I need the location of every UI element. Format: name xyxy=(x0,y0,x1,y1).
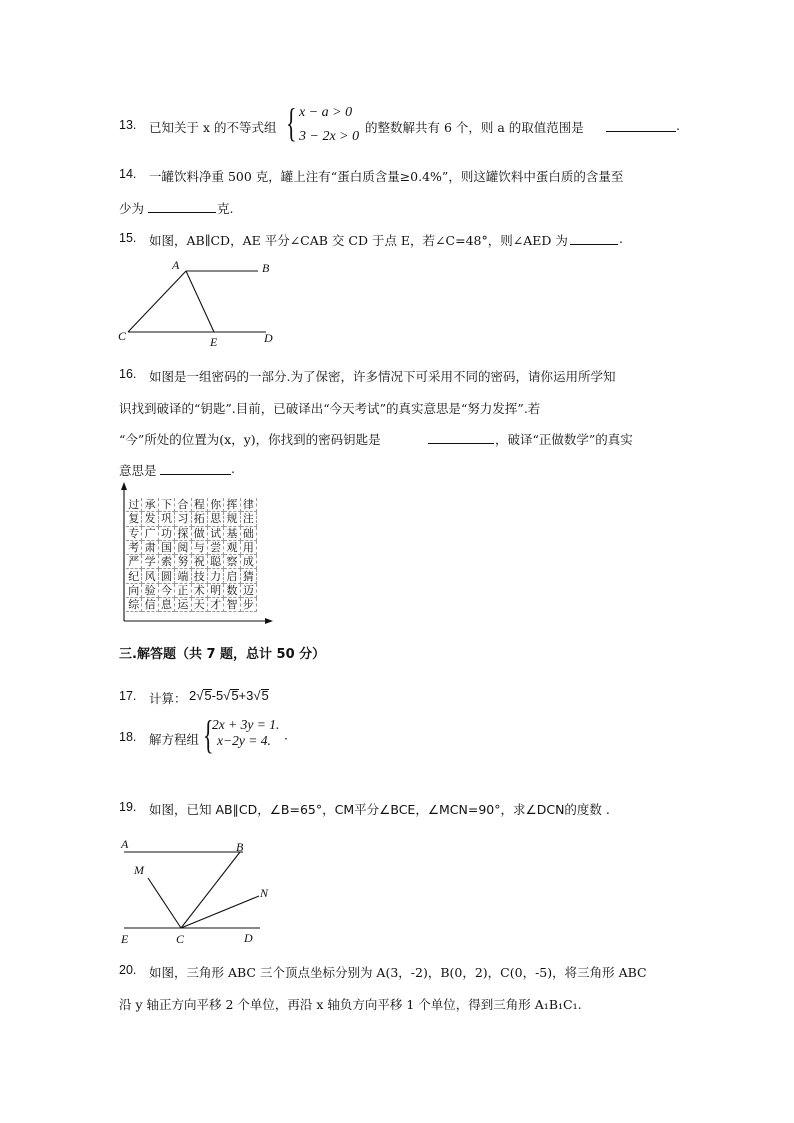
q20-line2: 沿 y 轴正方向平移 2 个单位，再沿 x 轴负方向平移 1 个单位，得到三角形 A₁B₁C₁. xyxy=(119,997,582,1012)
q17-coef-1: 2 xyxy=(189,688,197,703)
q19-label-c: C xyxy=(176,932,185,946)
cipher-cell: 运 xyxy=(175,598,191,612)
q16-number: 16. xyxy=(119,367,137,381)
cipher-cell: 观 xyxy=(224,540,240,554)
q15-label-b: B xyxy=(262,261,270,275)
q15-text: 如图，AB∥CD，AE 平分∠CAB 交 CD 于点 E，若∠C=48°，则∠AED 为 xyxy=(149,233,568,248)
q17-number: 17. xyxy=(119,689,137,703)
q13-number: 13. xyxy=(119,118,137,132)
cipher-cell: 聪 xyxy=(207,555,223,569)
cipher-row xyxy=(126,512,257,526)
q15-label-e: E xyxy=(210,335,218,348)
cipher-cell: 学 xyxy=(142,555,158,569)
q16-line4-pre: 意思是 xyxy=(119,463,157,478)
cipher-cell: 广 xyxy=(142,526,158,540)
q17-radicand-3: 5 xyxy=(261,688,269,703)
cipher-cell: 阅 xyxy=(175,540,191,554)
cipher-cell: 复 xyxy=(126,512,142,526)
cipher-cell: 探 xyxy=(175,526,191,540)
q14-answer-blank[interactable] xyxy=(148,200,216,213)
cipher-cell: 综 xyxy=(126,598,142,612)
cipher-cell: 尝 xyxy=(207,540,223,554)
cipher-cell: 你 xyxy=(207,498,223,512)
q19-text: 如图，已知 AB∥CD，∠B=65°，CM平分∠BCE，∠MCN=90°，求∠DCN的度数 . xyxy=(149,802,610,817)
cipher-cell: 纪 xyxy=(126,569,142,583)
cipher-cell: 严 xyxy=(126,555,142,569)
cipher-cell: 今 xyxy=(158,583,174,597)
cipher-cell: 规 xyxy=(224,512,240,526)
q18-brace: { xyxy=(203,712,214,757)
cipher-cell: 专 xyxy=(126,526,142,540)
cipher-cell: 过 xyxy=(126,498,142,512)
cipher-cell: 拓 xyxy=(191,512,207,526)
cipher-cell: 做 xyxy=(191,526,207,540)
q17-radicand-2: 5 xyxy=(231,688,239,703)
cipher-cell: 基 xyxy=(224,526,240,540)
cipher-cell: 习 xyxy=(175,512,191,526)
q16-x-arrow xyxy=(265,618,273,624)
cipher-row xyxy=(126,498,257,512)
cipher-cell: 迈 xyxy=(240,583,256,597)
q15-label-c: C xyxy=(118,329,127,343)
cipher-row xyxy=(126,569,257,583)
q14-line2-pre: 少为 xyxy=(119,201,145,216)
q14-line2-post: 克. xyxy=(217,201,234,216)
q17-label: 计算： xyxy=(149,691,187,706)
cipher-cell: 挥 xyxy=(224,498,240,512)
cipher-cell: 索 xyxy=(158,555,174,569)
cipher-row xyxy=(126,583,257,597)
q16-key-blank[interactable] xyxy=(428,431,494,444)
cipher-cell: 智 xyxy=(224,598,240,612)
cipher-cell: 步 xyxy=(240,598,256,612)
q15-line-ae xyxy=(186,271,214,332)
q20-number: 20. xyxy=(119,963,137,977)
cipher-cell: 合 xyxy=(175,498,191,512)
q16-cipher-grid xyxy=(126,498,257,612)
q16-line1: 如图是一组密码的一部分.为了保密，许多情况下可采用不同的密码，请你运用所学知 xyxy=(149,369,616,384)
q13-inequality-1: x − a > 0 xyxy=(299,105,353,120)
cipher-cell: 巩 xyxy=(158,512,174,526)
q13-answer-blank[interactable] xyxy=(606,119,676,132)
q18-end: · xyxy=(284,731,288,746)
q19-line-cn xyxy=(181,896,259,928)
q14-line1: 一罐饮料净重 500 克，罐上注有“蛋白质含量≥0.4%”，则这罐饮料中蛋白质的含量至 xyxy=(149,169,624,184)
q16-meaning-blank[interactable] xyxy=(160,462,231,475)
q13-text-post: 的整数解共有 6 个，则 a 的取值范围是 xyxy=(365,120,584,135)
q15-label-a: A xyxy=(172,258,180,272)
cipher-cell: 努 xyxy=(175,555,191,569)
q19-label-b: B xyxy=(236,840,244,854)
q18-equation-1: 2x + 3y = 1. xyxy=(212,717,280,732)
cipher-cell: 承 xyxy=(142,498,158,512)
q16-line4-post: . xyxy=(231,461,235,476)
cipher-cell: 猜 xyxy=(240,569,256,583)
q19-label-a: A xyxy=(121,837,129,851)
cipher-cell: 发 xyxy=(142,512,158,526)
q19-line-cb xyxy=(181,852,240,928)
q17-radicand-1: 5 xyxy=(204,688,212,703)
q13-inequality-2: 3 − 2x > 0 xyxy=(299,129,360,144)
q18-number: 18. xyxy=(119,730,137,744)
cipher-cell: 息 xyxy=(158,598,174,612)
cipher-cell: 程 xyxy=(191,498,207,512)
q18-equation-2: x−2y = 4. xyxy=(217,733,271,748)
cipher-cell: 试 xyxy=(207,526,223,540)
q19-figure xyxy=(115,834,275,948)
q16-y-arrow xyxy=(121,482,127,490)
q15-answer-blank[interactable] xyxy=(570,232,618,245)
q16-line3-post: ，破译“正做数学”的真实 xyxy=(495,432,633,447)
cipher-cell: 向 xyxy=(126,583,142,597)
cipher-cell: 端 xyxy=(175,569,191,583)
cipher-cell: 下 xyxy=(158,498,174,512)
cipher-row xyxy=(126,598,257,612)
q15-number: 15. xyxy=(119,231,137,245)
q16-line2: 识找到破译的“钥匙”.目前，已破译出“今天考试”的真实意思是“努力发挥”.若 xyxy=(119,401,541,416)
q17-coef-3: +3 xyxy=(238,688,254,703)
q15-figure xyxy=(118,256,288,348)
q18-label: 解方程组 xyxy=(149,732,200,747)
q13-text-pre: 已知关于 x 的不等式组 xyxy=(149,120,277,135)
q17-expression: 2√5-5√5+3√5 xyxy=(189,688,269,703)
q15-end: . xyxy=(619,231,623,246)
cipher-cell: 础 xyxy=(240,526,256,540)
cipher-row xyxy=(126,555,257,569)
cipher-cell: 察 xyxy=(224,555,240,569)
cipher-cell: 技 xyxy=(191,569,207,583)
q15-label-d: D xyxy=(264,331,273,345)
cipher-cell: 启 xyxy=(224,569,240,583)
cipher-cell: 术 xyxy=(191,583,207,597)
q19-line-cm xyxy=(148,878,181,928)
cipher-cell: 天 xyxy=(191,598,207,612)
cipher-cell: 力 xyxy=(207,569,223,583)
q17-coef-2: -5 xyxy=(211,688,224,703)
cipher-cell: 验 xyxy=(142,583,158,597)
q19-number: 19. xyxy=(119,800,137,814)
q16-line3-pre: “今”所处的位置为(x，y)，你找到的密码钥匙是 xyxy=(119,432,381,447)
cipher-cell: 祝 xyxy=(191,555,207,569)
cipher-cell: 明 xyxy=(207,583,223,597)
cipher-cell: 肃 xyxy=(142,540,158,554)
cipher-cell: 用 xyxy=(240,540,256,554)
q19-label-d: D xyxy=(244,931,253,945)
q13-brace: { xyxy=(286,100,297,145)
cipher-row xyxy=(126,526,257,540)
cipher-cell: 与 xyxy=(191,540,207,554)
cipher-cell: 功 xyxy=(158,526,174,540)
cipher-cell: 考 xyxy=(126,540,142,554)
cipher-row xyxy=(126,540,257,554)
q14-number: 14. xyxy=(119,167,137,181)
cipher-cell: 注 xyxy=(240,512,256,526)
cipher-cell: 数 xyxy=(224,583,240,597)
q15-line-ac xyxy=(128,271,186,332)
cipher-cell: 信 xyxy=(142,598,158,612)
cipher-cell: 正 xyxy=(175,583,191,597)
cipher-cell: 思 xyxy=(207,512,223,526)
cipher-cell: 律 xyxy=(240,498,256,512)
q20-line1: 如图，三角形 ABC 三个顶点坐标分别为 A(3，-2)，B(0，2)，C(0，-5)，将三角形 ABC xyxy=(149,965,647,980)
cipher-cell: 成 xyxy=(240,555,256,569)
q19-label-e: E xyxy=(121,932,129,946)
q13-end: . xyxy=(676,118,680,133)
cipher-cell: 国 xyxy=(158,540,174,554)
cipher-cell: 才 xyxy=(207,598,223,612)
cipher-cell: 风 xyxy=(142,569,158,583)
section-3-title: 三.解答题（共 7 题，总计 50 分） xyxy=(119,647,326,662)
q19-label-m: M xyxy=(134,863,144,877)
q19-label-n: N xyxy=(260,886,269,900)
cipher-cell: 圆 xyxy=(158,569,174,583)
